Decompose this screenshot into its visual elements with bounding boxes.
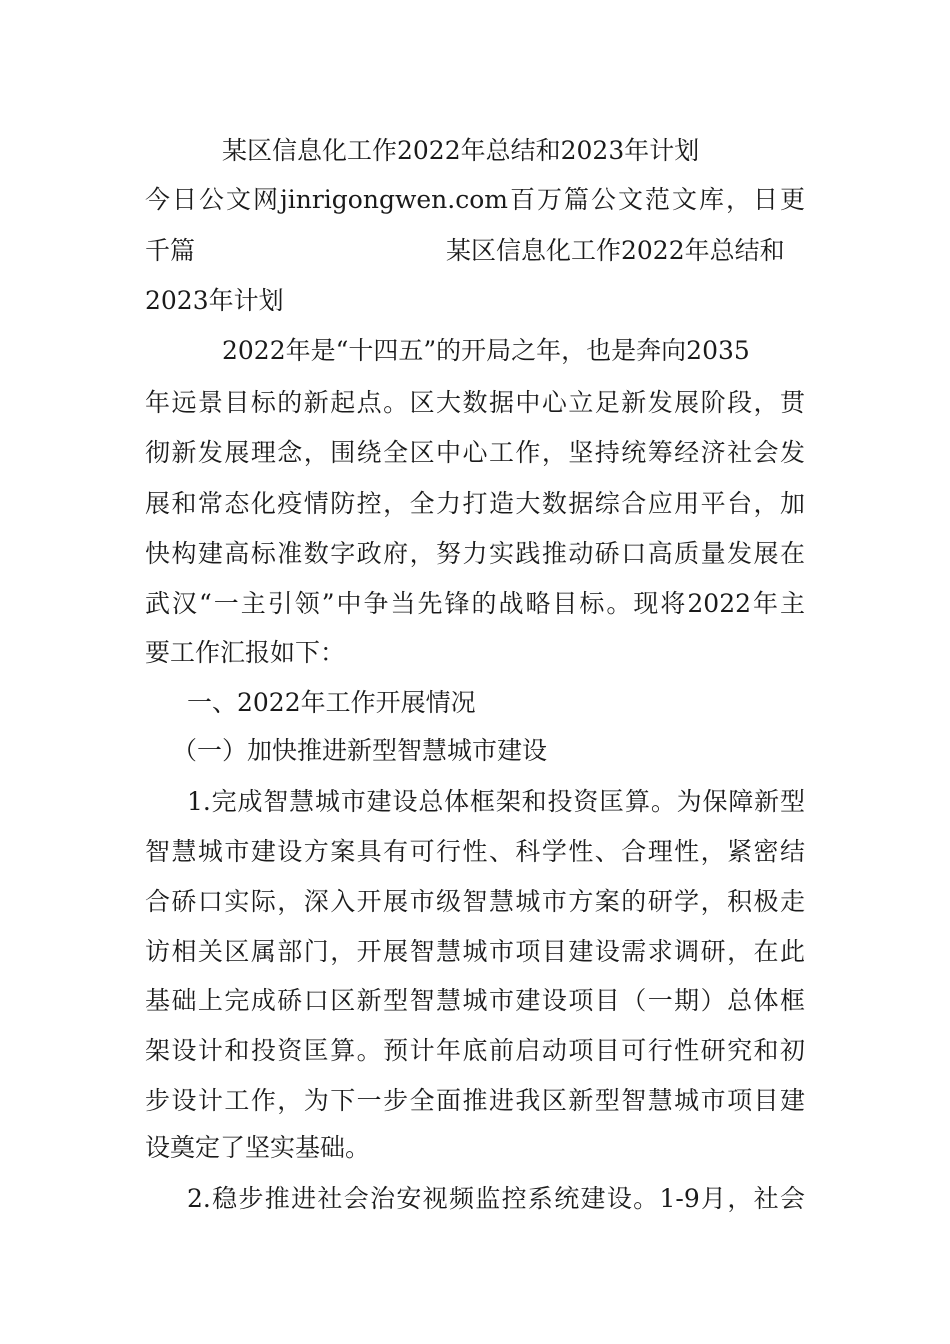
document-title: 某区信息化工作2022年总结和2023年计划 [222,136,700,165]
source-line-2-right: 某区信息化工作2022年总结和 [446,236,785,265]
item-1-line-6: 架设计和投资匡算。预计年底前启动项目可行性研究和初 [145,1036,805,1065]
source-line-2-left: 千篇 [145,236,196,265]
item-1-line-4: 访相关区属部门，开展智慧城市项目建设需求调研，在此 [145,937,805,966]
item-2-line-1: 2.稳步推进社会治安视频监控系统建设。1-9月，社会 [187,1184,805,1213]
para-1-line-3: 彻新发展理念，围绕全区中心工作，坚持统筹经济社会发 [145,438,805,467]
para-1-line-1: 2022年是“十四五”的开局之年，也是奔向2035 [222,336,750,365]
item-1-line-8: 设奠定了坚实基础。 [145,1133,371,1162]
item-1-line-3: 合硚口实际，深入开展市级智慧城市方案的研学，积极走 [145,887,805,916]
source-line-2 [145,236,805,266]
item-1-line-1: 1.完成智慧城市建设总体框架和投资匡算。为保障新型 [187,787,805,816]
source-line-3: 2023年计划 [145,286,284,315]
para-1-line-4: 展和常态化疫情防控，全力打造大数据综合应用平台，加 [145,489,805,518]
item-1-line-2: 智慧城市建设方案具有可行性、科学性、合理性，紧密结 [145,837,805,866]
heading-1: 一、2022年工作开展情况 [187,688,476,717]
para-1-line-7: 要工作汇报如下： [145,638,346,667]
item-1-line-5: 基础上完成硚口区新型智慧城市建设项目（一期）总体框 [145,986,805,1015]
heading-2: （一）加快推进新型智慧城市建设 [172,736,548,765]
item-1-line-7: 步设计工作，为下一步全面推进我区新型智慧城市项目建 [145,1086,805,1115]
para-1-line-5: 快构建高标准数字政府，努力实践推动硚口高质量发展在 [145,539,805,568]
para-1-line-6: 武汉“一主引领”中争当先锋的战略目标。现将2022年主 [145,589,805,618]
para-1-line-2: 年远景目标的新起点。区大数据中心立足新发展阶段，贯 [145,388,805,417]
source-line-1: 今日公文网jinrigongwen.com百万篇公文范文库，日更 [145,185,805,214]
